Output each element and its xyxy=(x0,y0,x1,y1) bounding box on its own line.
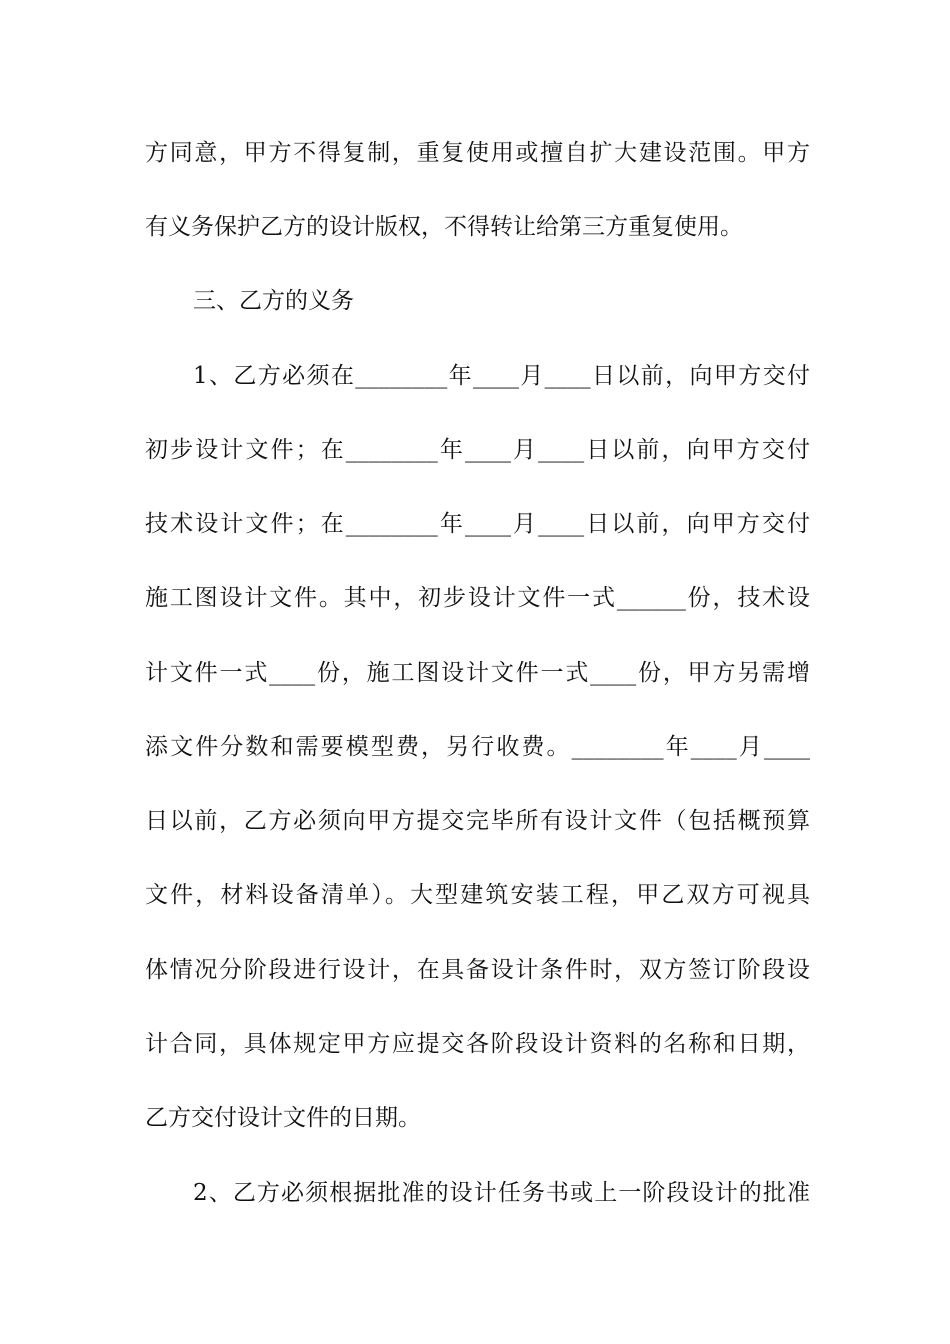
paragraph-line: 日以前，乙方必须向甲方提交完毕所有设计文件（包括概预算 xyxy=(145,808,810,834)
paragraph-line: 文件，材料设备清单）。大型建筑安装工程，甲乙双方可视具 xyxy=(145,882,810,908)
paragraph-line: 计合同，具体规定甲方应提交各阶段设计资料的名称和日期， xyxy=(145,1031,810,1057)
paragraph-line: 1、乙方必须在________年____月____日以前，向甲方交付 xyxy=(193,363,810,389)
paragraph-line: 添文件分数和需要模型费，另行收费。________年____月____ xyxy=(145,734,810,760)
paragraph-line: 方同意，甲方不得复制，重复使用或擅自扩大建设范围。甲方 xyxy=(145,140,810,166)
paragraph-line: 施工图设计文件。其中，初步设计文件一式______份，技术设 xyxy=(145,585,810,611)
paragraph-line: 技术设计文件；在________年____月____日以前，向甲方交付 xyxy=(145,511,810,537)
paragraph-line: 2、乙方必须根据批准的设计任务书或上一阶段设计的批准 xyxy=(193,1180,810,1206)
paragraph-line: 初步设计文件；在________年____月____日以前，向甲方交付 xyxy=(145,437,810,463)
paragraph-line: 乙方交付设计文件的日期。 xyxy=(145,1105,421,1131)
section-heading: 三、乙方的义务 xyxy=(193,288,354,314)
paragraph-line: 计文件一式____份，施工图设计文件一式____份，甲方另需增 xyxy=(145,660,810,686)
paragraph-line: 体情况分阶段进行设计，在具备设计条件时，双方签订阶段设 xyxy=(145,957,810,983)
paragraph-line: 有义务保护乙方的设计版权，不得转让给第三方重复使用。 xyxy=(145,214,743,240)
